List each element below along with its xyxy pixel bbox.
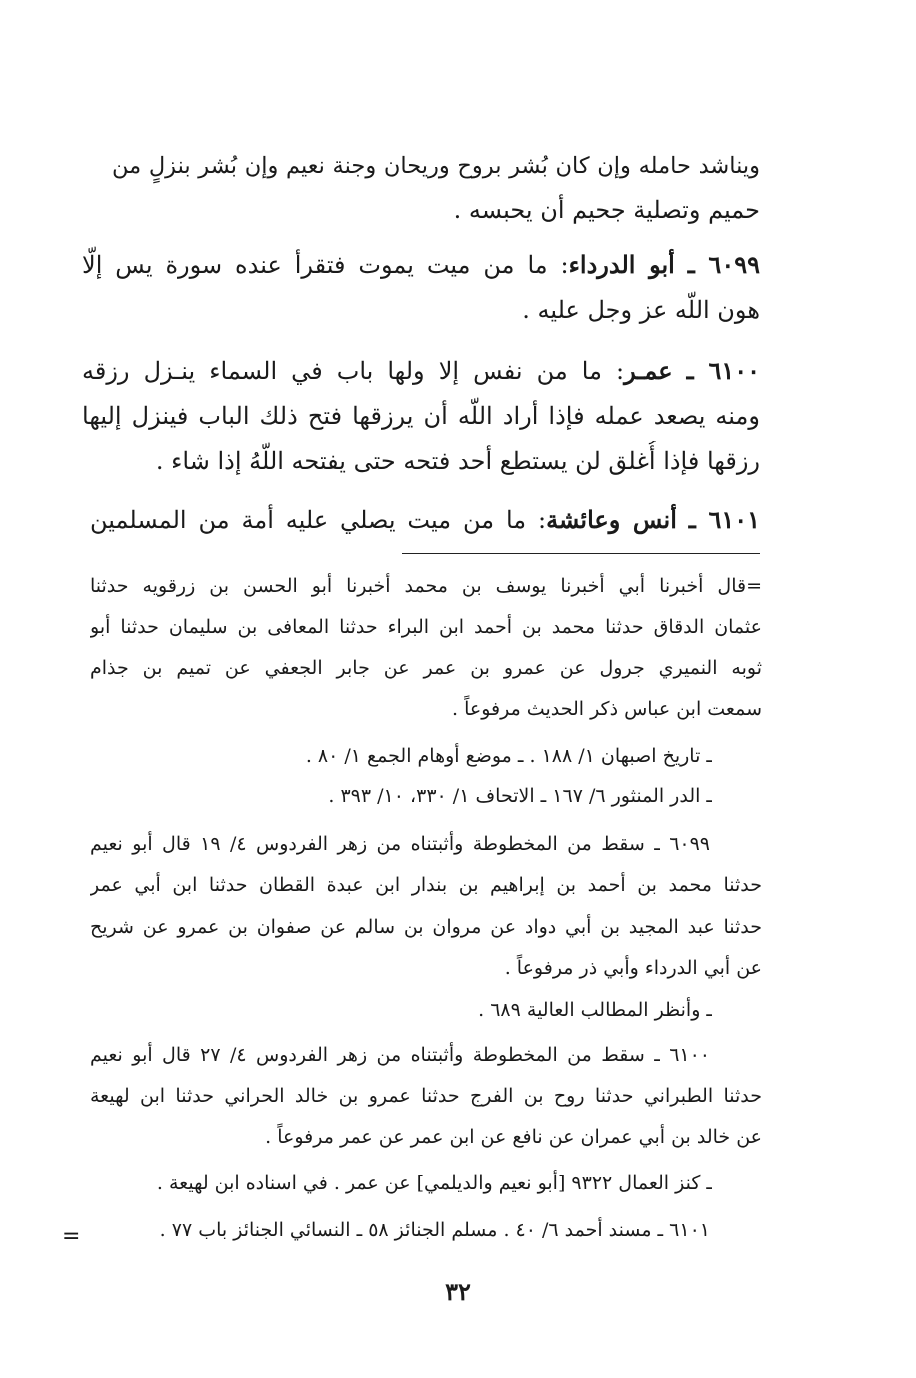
footnote-6099: ٦٠٩٩ ـ سقط من المخطوطة وأثبتناه من زهر الفردوس ٤/ ١٩ قال أبو نعيم [90, 833, 710, 855]
text-line: ومنه يصعد عمله فإذا أراد اللّه أن يرزقها فتح ذلك الباب فينزل إليها [82, 402, 760, 430]
hadith-number: ٦٠٩٩ ـ [687, 250, 760, 279]
footnote-6101: ٦١٠١ ـ مسند أحمد ٦/ ٤٠ . مسلم الجنائز ٥٨ ـ النسائي الجنائز باب ٧٧ . [159, 1219, 710, 1241]
text-line: رزقها فإذا أُغلق لن يستطع أحد فتحه حتى يفتحه اللّهُ إذا شاء . [155, 447, 760, 475]
footnote-line: =قال أخبرنا أبي أخبرنا يوسف بن محمد أخبرنا أبو الحسن بن زرقويه حدثنا [90, 575, 762, 597]
footnote-line: سمعت ابن عباس ذكر الحديث مرفوعاً . [451, 698, 762, 720]
hadith-number: ٦١٠٠ ـ [686, 356, 760, 385]
page-number: ٣٢ [445, 1277, 471, 1306]
hadith-text: : ما من ميت يصلي عليه أمة من المسلمين [90, 506, 547, 534]
hadith-6100 [82, 351, 760, 391]
text-line: هون اللّه عز وجل عليه . [522, 296, 760, 324]
footnote-line: حدثنا عبد المجيد بن أبي دواد عن مروان بن سالم عن صفوان بن عمرو عن شريح [90, 916, 762, 938]
footnote-line: عن خالد بن أبي عمران عن نافع عن ابن عمر عن عمر مرفوعاً . [265, 1126, 762, 1148]
hadith-6099 [82, 245, 760, 285]
footnote-reference: ـ وأنظر المطالب العالية ٦٨٩ . [478, 999, 712, 1021]
footnote-line: حدثنا الطبراني حدثنا روح بن الفرج حدثنا عمرو بن خالد الحراني حدثنا ابن لهيعة [90, 1085, 762, 1107]
hadith-text: : ما من نفس إلا ولها باب في السماء ينـزل رزقه [82, 357, 625, 385]
hadith-narrator: أنس وعائشة [546, 505, 677, 534]
footnote-6100: ٦١٠٠ ـ سقط من المخطوطة وأثبتناه من زهر الفردوس ٤/ ٢٧ قال أبو نعيم [90, 1044, 710, 1066]
hadith-number: ٦١٠١ ـ [688, 505, 760, 534]
footnote-line: عن أبي الدرداء وأبي ذر مرفوعاً . [504, 957, 762, 979]
continuation-mark: = [62, 1224, 81, 1249]
footnote-line: ثوبه النميري جرول عن عمرو بن عمر عن جابر الجعفي عن تميم بن جذام [90, 657, 762, 679]
footnote-reference: ـ كنز العمال ٩٣٢٢ [أبو نعيم والديلمي] عن عمر . في اسناده ابن لهيعة . [156, 1172, 712, 1194]
hadith-narrator: عمـر [624, 356, 673, 385]
hadith-text: : ما من ميت يموت فتقرأ عنده سورة يس إلّا [82, 251, 569, 279]
hadith-6101 [90, 500, 760, 540]
text-line: ويناشد حامله وإن كان بُشر بروح وريحان وجنة نعيم وإن بُشر بنزلٍ من [112, 153, 760, 179]
footnote-reference: ـ الدر المنثور ٦/ ١٦٧ ـ الاتحاف ١/ ٣٣٠، ١٠/ ٣٩٣ . [328, 785, 712, 807]
text-line: حميم وتصلية جحيم أن يحبسه . [453, 196, 760, 224]
footnote-separator [402, 553, 760, 554]
hadith-narrator: أبو الدرداء [568, 250, 675, 279]
footnote-line: عثمان الدقاق حدثنا محمد بن أحمد ابن البراء حدثنا المعافى بن سليمان حدثنا أبو [90, 616, 762, 638]
footnote-reference: ـ تاريخ اصبهان ١/ ١٨٨ . ـ موضع أوهام الجمع ١/ ٨٠ . [305, 745, 712, 767]
footnote-line: حدثنا محمد بن أحمد بن إبراهيم بن بندار ابن عبدة القطان حدثنا ابن أبي عمر [90, 874, 762, 896]
